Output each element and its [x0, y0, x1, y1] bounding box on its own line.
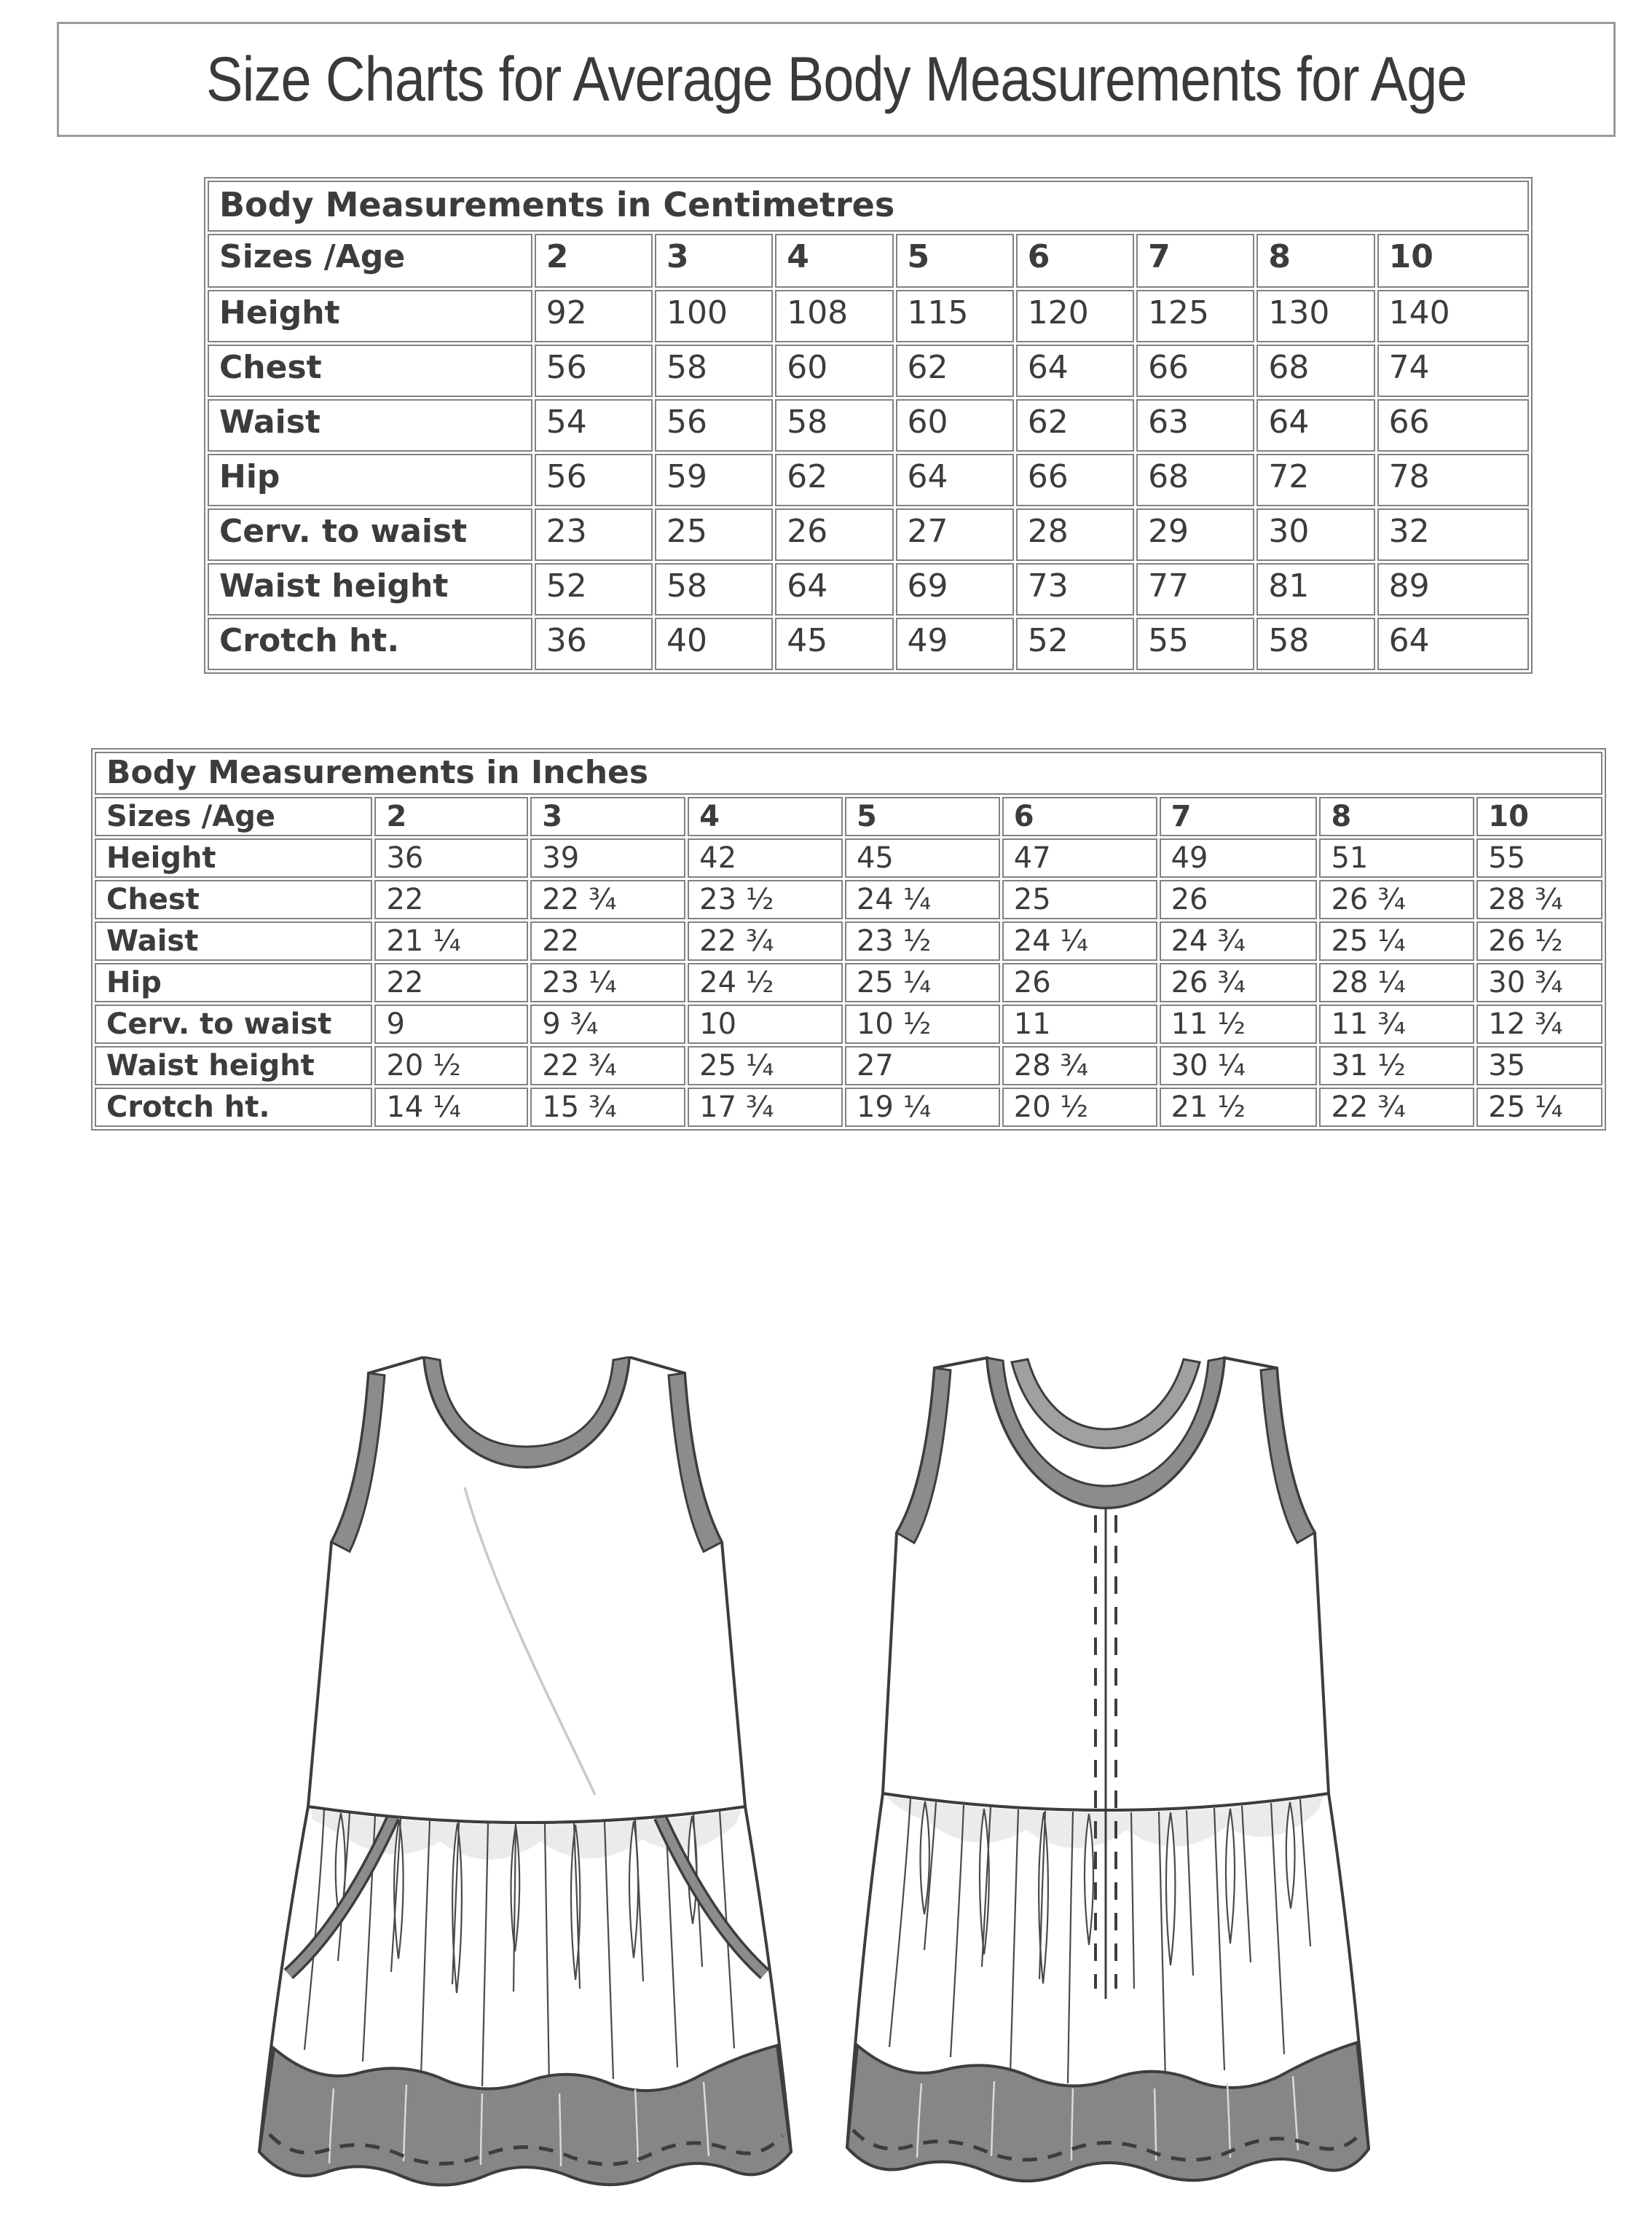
value-cell: 25 ¼ — [845, 963, 1000, 1002]
value-cell: 54 — [535, 399, 653, 452]
value-cell: 20 ½ — [1002, 1088, 1157, 1127]
value-cell: 23 — [535, 508, 653, 561]
row-label-cell: Chest — [208, 345, 532, 397]
header-size-cell: 10 — [1476, 797, 1602, 836]
table-row — [95, 838, 1602, 878]
value-cell: 26 ¾ — [1160, 963, 1318, 1002]
value-cell: 11 ¾ — [1319, 1005, 1474, 1044]
table-row — [95, 1046, 1602, 1085]
header-size-cell: 8 — [1319, 797, 1474, 836]
row-label-cell: Cerv. to waist — [95, 1005, 372, 1044]
value-cell: 66 — [1377, 399, 1529, 452]
value-cell: 27 — [896, 508, 1014, 561]
cm-table-header-row — [208, 234, 1529, 288]
value-cell: 22 — [374, 963, 528, 1002]
value-cell: 140 — [1377, 290, 1529, 342]
row-label-cell: Height — [95, 838, 372, 878]
table-row — [95, 880, 1602, 919]
value-cell: 58 — [775, 399, 893, 452]
value-cell: 49 — [896, 618, 1014, 670]
value-cell: 35 — [1476, 1046, 1602, 1085]
cm-table-body — [208, 181, 1529, 670]
value-cell: 100 — [655, 290, 773, 342]
value-cell: 92 — [535, 290, 653, 342]
value-cell: 125 — [1136, 290, 1254, 342]
table-row — [208, 399, 1529, 452]
header-size-cell: 2 — [535, 234, 653, 288]
value-cell: 25 ¼ — [688, 1046, 843, 1085]
value-cell: 115 — [896, 290, 1014, 342]
row-label-cell: Crotch ht. — [95, 1088, 372, 1127]
value-cell: 21 ¼ — [374, 921, 528, 961]
row-label-cell: Height — [208, 290, 532, 342]
table-row — [95, 963, 1602, 1002]
value-cell: 26 ¾ — [1319, 880, 1474, 919]
value-cell: 21 ½ — [1160, 1088, 1318, 1127]
value-cell: 22 ¾ — [1319, 1088, 1474, 1127]
value-cell: 26 ½ — [1476, 921, 1602, 961]
value-cell: 26 — [1160, 880, 1318, 919]
header-size-cell: 2 — [374, 797, 528, 836]
header-size-cell: 4 — [688, 797, 843, 836]
value-cell: 12 ¾ — [1476, 1005, 1602, 1044]
header-label-cell: Sizes /Age — [208, 234, 532, 288]
value-cell: 22 ¾ — [688, 921, 843, 961]
value-cell: 52 — [535, 563, 653, 616]
value-cell: 74 — [1377, 345, 1529, 397]
table-row — [208, 454, 1529, 506]
value-cell: 89 — [1377, 563, 1529, 616]
value-cell: 64 — [896, 454, 1014, 506]
header-size-cell: 10 — [1377, 234, 1529, 288]
value-cell: 64 — [775, 563, 893, 616]
value-cell: 130 — [1256, 290, 1374, 342]
value-cell: 66 — [1136, 345, 1254, 397]
value-cell: 15 ¾ — [530, 1088, 685, 1127]
dress-front-illustration — [248, 1356, 794, 2201]
table-row — [95, 921, 1602, 961]
value-cell: 14 ¼ — [374, 1088, 528, 1127]
value-cell: 73 — [1016, 563, 1134, 616]
value-cell: 11 — [1002, 1005, 1157, 1044]
header-size-cell: 7 — [1136, 234, 1254, 288]
value-cell: 23 ¼ — [530, 963, 685, 1002]
value-cell: 28 ¾ — [1002, 1046, 1157, 1085]
value-cell: 22 ¾ — [530, 1046, 685, 1085]
value-cell: 30 ¾ — [1476, 963, 1602, 1002]
value-cell: 10 — [688, 1005, 843, 1044]
value-cell: 45 — [775, 618, 893, 670]
value-cell: 69 — [896, 563, 1014, 616]
value-cell: 56 — [655, 399, 773, 452]
value-cell: 63 — [1136, 399, 1254, 452]
value-cell: 24 ¼ — [1002, 921, 1157, 961]
value-cell: 24 ¾ — [1160, 921, 1318, 961]
table-row — [208, 290, 1529, 342]
value-cell: 9 ¾ — [530, 1005, 685, 1044]
header-size-cell: 6 — [1002, 797, 1157, 836]
header-size-cell: 7 — [1160, 797, 1318, 836]
value-cell: 68 — [1136, 454, 1254, 506]
header-size-cell: 5 — [845, 797, 1000, 836]
value-cell: 17 ¾ — [688, 1088, 843, 1127]
row-label-cell: Hip — [208, 454, 532, 506]
table-row — [95, 1005, 1602, 1044]
row-label-cell: Cerv. to waist — [208, 508, 532, 561]
value-cell: 64 — [1016, 345, 1134, 397]
row-label-cell: Hip — [95, 963, 372, 1002]
value-cell: 58 — [655, 563, 773, 616]
value-cell: 25 ¼ — [1476, 1088, 1602, 1127]
value-cell: 51 — [1319, 838, 1474, 878]
value-cell: 31 ½ — [1319, 1046, 1474, 1085]
value-cell: 22 ¾ — [530, 880, 685, 919]
value-cell: 36 — [374, 838, 528, 878]
cm-table-title-row — [208, 181, 1529, 232]
value-cell: 58 — [1256, 618, 1374, 670]
value-cell: 27 — [845, 1046, 1000, 1085]
header-size-cell: 3 — [530, 797, 685, 836]
value-cell: 56 — [535, 345, 653, 397]
value-cell: 60 — [775, 345, 893, 397]
value-cell: 62 — [896, 345, 1014, 397]
value-cell: 22 — [530, 921, 685, 961]
value-cell: 108 — [775, 290, 893, 342]
value-cell: 78 — [1377, 454, 1529, 506]
value-cell: 28 ¼ — [1319, 963, 1474, 1002]
value-cell: 36 — [535, 618, 653, 670]
value-cell: 23 ½ — [688, 880, 843, 919]
table-row — [208, 508, 1529, 561]
value-cell: 24 ½ — [688, 963, 843, 1002]
inches-table-title: Body Measurements in Inches — [95, 752, 1602, 795]
value-cell: 62 — [1016, 399, 1134, 452]
header-size-cell: 6 — [1016, 234, 1134, 288]
value-cell: 40 — [655, 618, 773, 670]
dress-back-illustration — [841, 1356, 1380, 2201]
table-row — [95, 1088, 1602, 1127]
value-cell: 59 — [655, 454, 773, 506]
row-label-cell: Waist — [208, 399, 532, 452]
value-cell: 20 ½ — [374, 1046, 528, 1085]
header-size-cell: 3 — [655, 234, 773, 288]
value-cell: 64 — [1377, 618, 1529, 670]
value-cell: 66 — [1016, 454, 1134, 506]
value-cell: 58 — [655, 345, 773, 397]
cm-table-title: Body Measurements in Centimetres — [208, 181, 1529, 232]
value-cell: 49 — [1160, 838, 1318, 878]
header-size-cell: 4 — [775, 234, 893, 288]
row-label-cell: Waist height — [208, 563, 532, 616]
table-row — [208, 618, 1529, 670]
value-cell: 60 — [896, 399, 1014, 452]
value-cell: 55 — [1476, 838, 1602, 878]
header-size-cell: 5 — [896, 234, 1014, 288]
value-cell: 29 — [1136, 508, 1254, 561]
value-cell: 56 — [535, 454, 653, 506]
value-cell: 26 — [1002, 963, 1157, 1002]
value-cell: 64 — [1256, 399, 1374, 452]
value-cell: 55 — [1136, 618, 1254, 670]
value-cell: 26 — [775, 508, 893, 561]
value-cell: 25 — [1002, 880, 1157, 919]
header-label-cell: Sizes /Age — [95, 797, 372, 836]
value-cell: 68 — [1256, 345, 1374, 397]
table-row — [208, 563, 1529, 616]
value-cell: 81 — [1256, 563, 1374, 616]
value-cell: 22 — [374, 880, 528, 919]
value-cell: 39 — [530, 838, 685, 878]
title-box — [57, 22, 1616, 137]
table-row — [208, 345, 1529, 397]
value-cell: 24 ¼ — [845, 880, 1000, 919]
value-cell: 28 ¾ — [1476, 880, 1602, 919]
row-label-cell: Waist height — [95, 1046, 372, 1085]
inches-table-body — [95, 752, 1602, 1127]
value-cell: 30 ¼ — [1160, 1046, 1318, 1085]
page-title: Size Charts for Average Body Measurements for Age — [205, 44, 1467, 114]
value-cell: 25 ¼ — [1319, 921, 1474, 961]
value-cell: 120 — [1016, 290, 1134, 342]
value-cell: 47 — [1002, 838, 1157, 878]
inches-table-header-row — [95, 797, 1602, 836]
inches-size-table — [91, 748, 1606, 1131]
value-cell: 32 — [1377, 508, 1529, 561]
value-cell: 52 — [1016, 618, 1134, 670]
value-cell: 77 — [1136, 563, 1254, 616]
value-cell: 42 — [688, 838, 843, 878]
row-label-cell: Chest — [95, 880, 372, 919]
value-cell: 62 — [775, 454, 893, 506]
value-cell: 11 ½ — [1160, 1005, 1318, 1044]
value-cell: 45 — [845, 838, 1000, 878]
value-cell: 25 — [655, 508, 773, 561]
cm-size-table — [204, 177, 1533, 674]
row-label-cell: Crotch ht. — [208, 618, 532, 670]
value-cell: 30 — [1256, 508, 1374, 561]
value-cell: 72 — [1256, 454, 1374, 506]
value-cell: 19 ¼ — [845, 1088, 1000, 1127]
row-label-cell: Waist — [95, 921, 372, 961]
inches-table-title-row — [95, 752, 1602, 795]
header-size-cell: 8 — [1256, 234, 1374, 288]
value-cell: 28 — [1016, 508, 1134, 561]
back-inner-neck-binding — [1012, 1359, 1200, 1448]
value-cell: 23 ½ — [845, 921, 1000, 961]
value-cell: 10 ½ — [845, 1005, 1000, 1044]
value-cell: 9 — [374, 1005, 528, 1044]
